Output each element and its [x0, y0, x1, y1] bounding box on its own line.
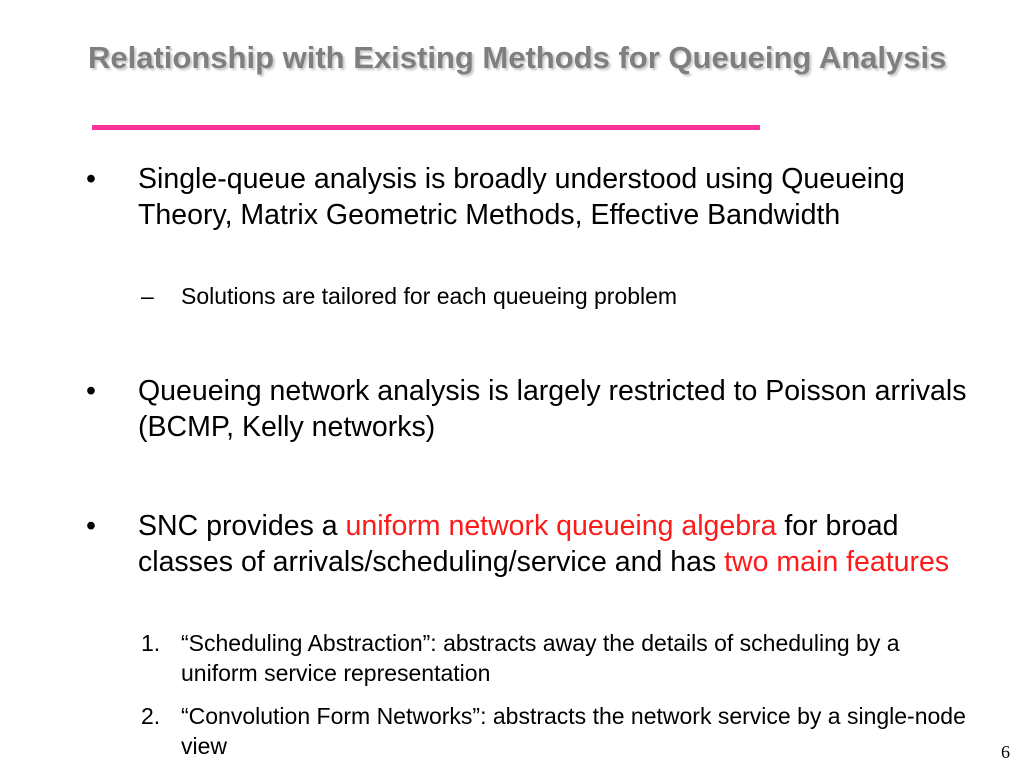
- number-marker: 1.: [141, 630, 161, 656]
- bullet-marker: •: [86, 375, 96, 407]
- title-underline: [92, 125, 760, 130]
- numbered-item-text: “Scheduling Abstraction”: abstracts away the details of scheduling by a uniform service representation: [181, 630, 900, 686]
- slide-title: Relationship with Existing Methods for Queueing Analysis: [88, 40, 947, 75]
- bullet-text: Queueing network analysis is largely restricted to Poisson arrivals (BCMP, Kelly networks): [138, 375, 967, 443]
- text-segment: for broad classes of arrivals/scheduling/service and has: [138, 510, 899, 578]
- dash-marker: –: [141, 283, 154, 309]
- numbered-item-text: “Convolution Form Networks”: abstracts the network service by a single-node view: [181, 703, 966, 759]
- bullet-text: Single-queue analysis is broadly understood using Queueing Theory, Matrix Geometric Methods, Effective Bandwidth: [138, 163, 905, 231]
- highlight-uniform-algebra: uniform network queueing algebra: [345, 510, 777, 542]
- bullet-marker: •: [86, 510, 96, 542]
- page-number: 6: [1001, 742, 1010, 762]
- number-marker: 2.: [141, 703, 161, 729]
- subitem-text: Solutions are tailored for each queueing problem: [181, 283, 678, 309]
- bullet-marker: •: [86, 163, 96, 195]
- bullet-text: [138, 508, 986, 580]
- highlight-two-features: two main features: [724, 546, 950, 578]
- text-segment: SNC provides a: [138, 510, 346, 542]
